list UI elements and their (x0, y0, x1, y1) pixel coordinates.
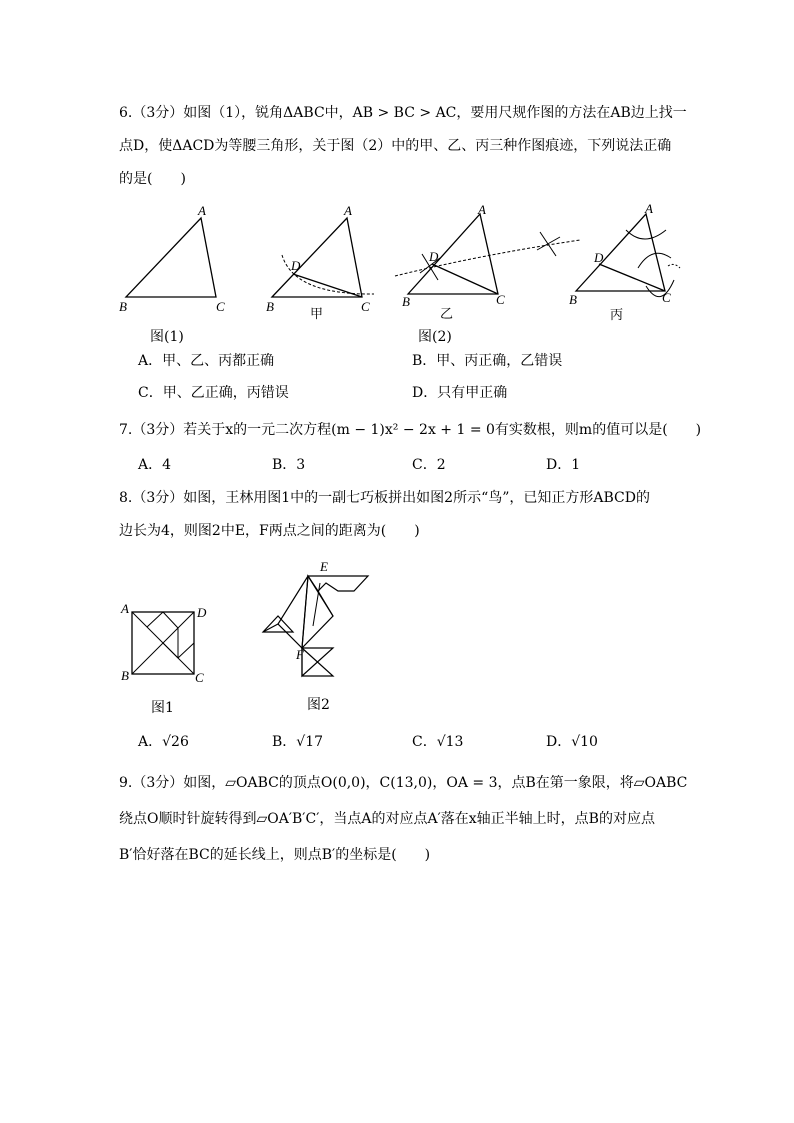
q6-option-b: B．甲、丙正确，乙错误 (412, 353, 563, 369)
label-d: D (594, 250, 604, 265)
q9-stem-line3: B′恰好落在BC的延长线上，则点B′的坐标是( ) (119, 847, 431, 863)
triangle-abc (126, 218, 216, 297)
q6-figure-jia (264, 200, 384, 320)
q7-option-a: A．4 (138, 457, 172, 473)
q8-option-a: A．√26 (138, 734, 189, 750)
q6-fig2-caption: 图(2) (418, 329, 452, 345)
label-c: C (195, 670, 204, 685)
q8-figure-2 (258, 556, 378, 686)
q7-option-b: B．3 (272, 457, 306, 473)
q7-option-d: D．1 (546, 457, 581, 473)
q6-stem-line3: 的是( ) (119, 171, 186, 187)
label-d: D (291, 258, 301, 273)
label-b: B (569, 292, 577, 307)
q7-stem: 7.（3分）若关于x的一元二次方程(m − 1)x² − 2x + 1 = 0有实数根，则m的值可以是( ) (119, 422, 702, 438)
segment-cd (599, 264, 665, 291)
q9-stem-line2: 绕点O顺时针旋转得到▱OA′B′C′，当点A的对应点A′落在x轴正半轴上时，点B的对应点 (119, 811, 655, 827)
q6-stem-line2: 点D，使ΔACD为等腰三角形，关于图（2）中的甲、乙、丙三种作图痕迹，下列说法正确 (119, 138, 672, 154)
q8-option-c: C．√13 (412, 734, 464, 750)
q8-stem-line1: 8.（3分）如图，王林用图1中的一副七巧板拼出如图2所示“鸟”，已知正方形ABCD的 (119, 490, 650, 506)
segment-cd (432, 264, 498, 294)
label-yi: 乙 (440, 307, 454, 322)
arc-dotted (668, 264, 680, 268)
label-a: A (478, 202, 486, 217)
label-c: C (361, 299, 370, 314)
q6-option-c: C．甲、乙正确，丙错误 (138, 385, 289, 401)
label-b: B (402, 294, 410, 309)
segment-cd (293, 274, 362, 297)
q7-option-c: C．2 (412, 457, 446, 473)
triangle-yi (408, 214, 498, 294)
label-a: A (121, 601, 129, 616)
label-a: A (198, 203, 206, 218)
q6-option-d: D．只有甲正确 (412, 385, 508, 401)
label-e: E (320, 559, 328, 574)
q8-option-d: D．√10 (546, 734, 598, 750)
label-f: F (296, 647, 304, 662)
label-b: B (121, 668, 129, 683)
q6-stem-line1: 6.（3分）如图（1），锐角ΔABC中，AB > BC > AC，要用尺规作图的方法在AB边上找一 (119, 105, 687, 121)
label-a: A (344, 203, 352, 218)
label-jia: 甲 (310, 307, 324, 322)
q9-stem-line1: 9.（3分）如图，▱OABC的顶点O(0,0)，C(13,0)，OA = 3，点B在第一象限，将▱OABC (119, 775, 688, 791)
q8-fig2-caption: 图2 (307, 697, 330, 713)
label-a: A (645, 201, 653, 216)
arc-side (638, 253, 671, 268)
triangle-bing (576, 214, 665, 291)
q8-option-b: B．√17 (272, 734, 324, 750)
q6-figure-bing (566, 200, 686, 323)
q6-option-a: A．甲、乙、丙都正确 (138, 353, 275, 369)
label-c: C (662, 290, 671, 305)
q6-figure-1 (118, 200, 238, 320)
label-bing: 丙 (610, 308, 624, 323)
label-b: B (119, 299, 127, 314)
label-c: C (216, 299, 225, 314)
q8-fig1-caption: 图1 (151, 700, 174, 716)
label-d: D (197, 605, 207, 620)
q8-figure-1 (120, 600, 220, 690)
triangle-jia (272, 218, 362, 297)
label-d: D (429, 249, 439, 264)
q8-stem-line2: 边长为4，则图2中E，F两点之间的距离为( ) (119, 523, 420, 539)
label-b: B (266, 299, 274, 314)
arc-top (626, 230, 666, 239)
label-c: C (496, 292, 505, 307)
q6-fig1-caption: 图(1) (150, 329, 184, 345)
